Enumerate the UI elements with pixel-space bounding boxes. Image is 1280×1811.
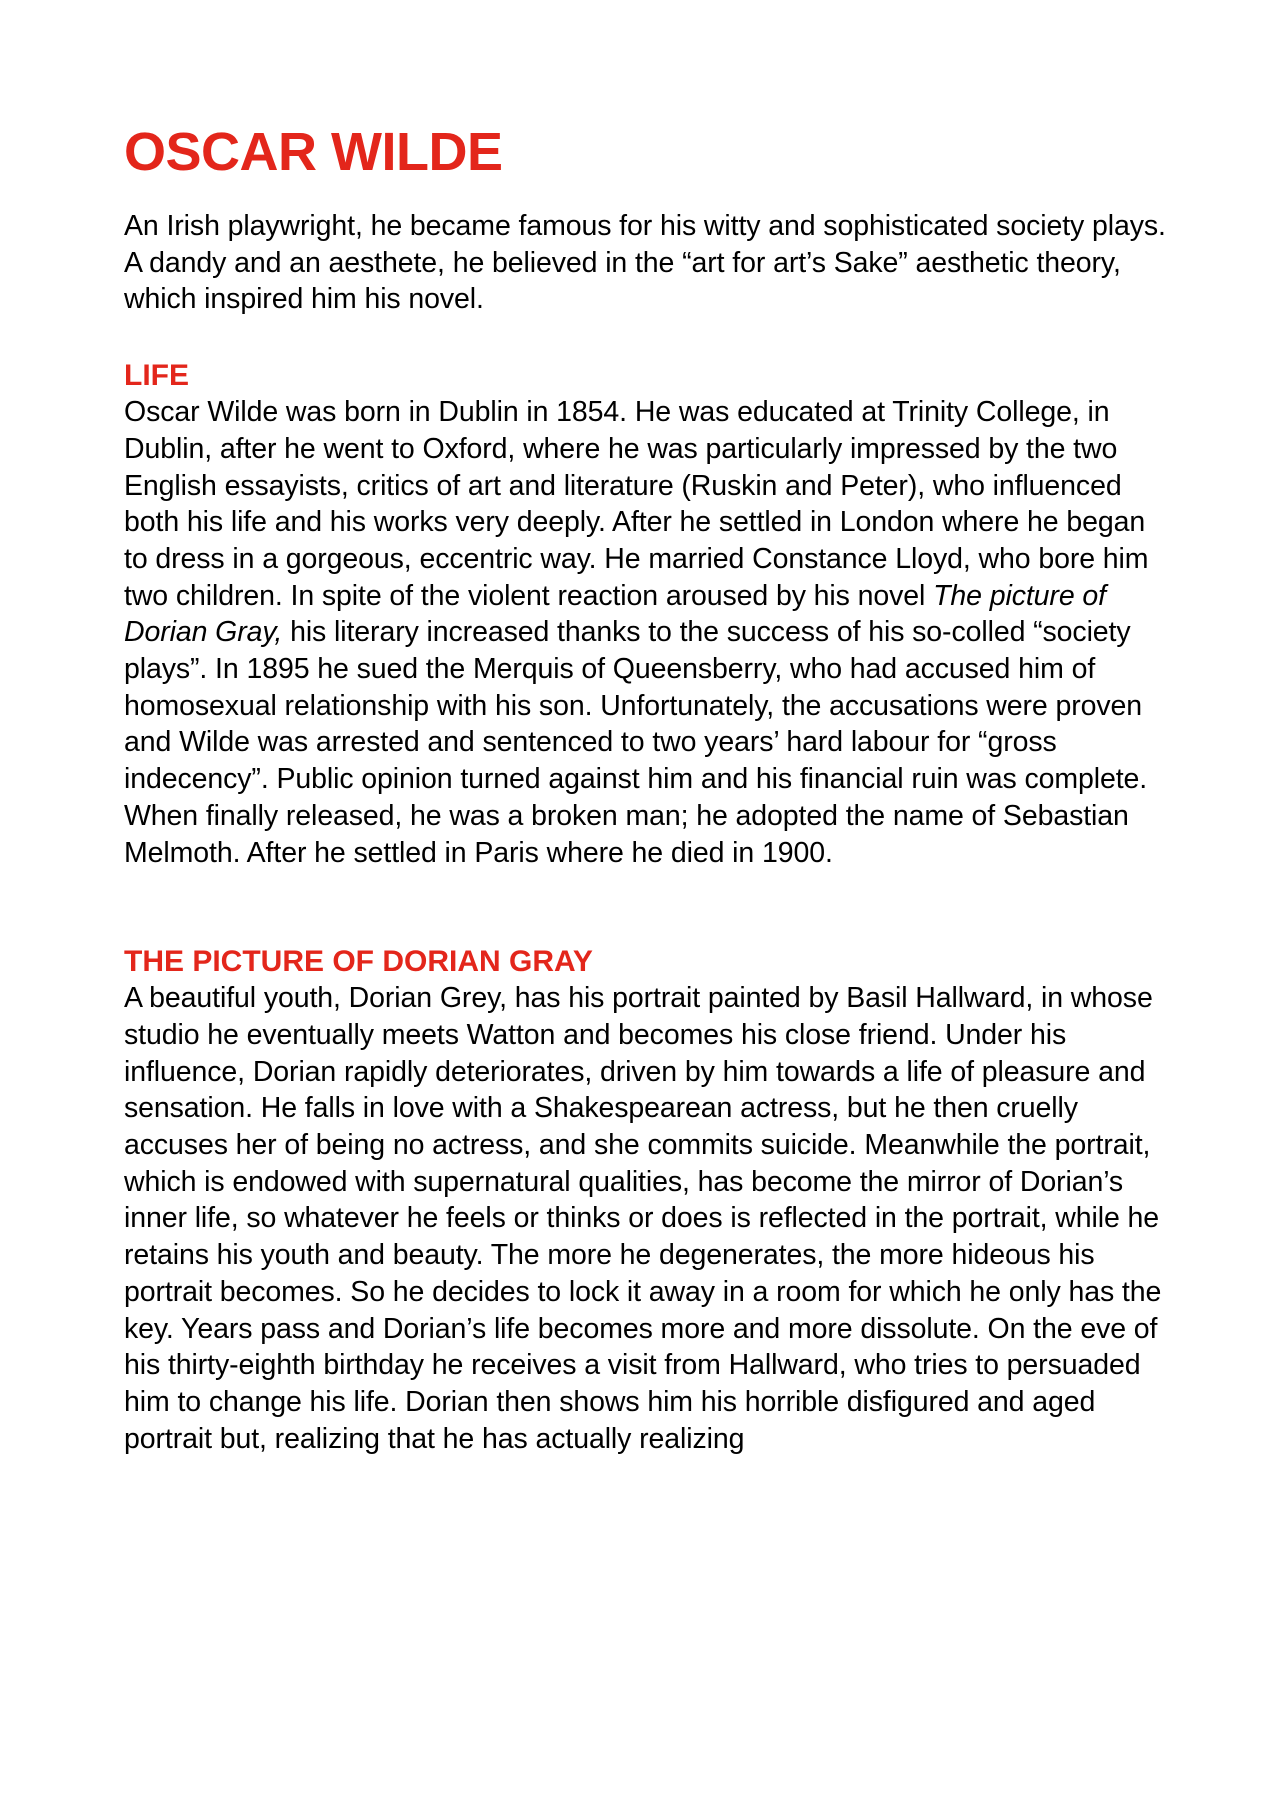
page-title: OSCAR WILDE: [124, 122, 503, 182]
document-page: [124, 118, 1174, 1457]
intro-paragraph: An Irish playwright, he became famous for his witty and sophisticated society plays. A dandy and an aesthete, he believed in the “art for art’s Sake” aesthetic theory, which inspired him his novel.: [124, 210, 1166, 316]
life-text-end: his literary increased thanks to the success of his so-colled “society plays”. In 1895 he sued the Merquis of Queensberry, who had accused him of homosexual relationship with his son. Unfortunately, the accusations were proven and Wilde was arrested and sentenced to two years’ hard labour for “gross indecency”. Public opinion turned against him and his financial ruin was complete. When finally released, he was a broken man; he adopted the name of Sebastian Melmoth. After he settled in Paris where he died in 1900.: [124, 616, 1148, 869]
life-paragraph: [124, 394, 1174, 871]
novel-title-italic: The picture of Dorian Gray,: [124, 579, 1106, 649]
dorian-gray-paragraph: A beautiful youth, Dorian Grey, has his portrait painted by Basil Hallward, in whose studio he eventually meets Watton and becomes his close friend. Under his influence, Dorian rapidly deteriorates, driven by him towards a life of pleasure and sensation. He falls in love with a Shakespearean actress, but he then cruelly accuses her of being no actress, and she commits suicide. Meanwhile the portrait, which is endowed with supernatural qualities, has become the mirror of Dorian’s inner life, so whatever he feels or thinks or does is reflected in the portrait, while he retains his youth and beauty. The more he degenerates, the more hideous his portrait becomes. So he decides to lock it away in a room for which he only has the key. Years pass and Dorian’s life becomes more and more dissolute. On the eve of his thirty-eighth birthday he receives a visit from Hallward, who tries to persuaded him to change his life. Dorian then shows him his horrible disfigured and aged portrait but, realizing that he has actually realizing: [124, 982, 1162, 1455]
life-heading: LIFE: [124, 359, 189, 393]
life-text-start: Oscar Wilde was born in Dublin in 1854. He was educated at Trinity College, in Dublin, after he went to Oxford, where he was particularly impressed by the two English essayists, critics of art and literature (Ruskin and Peter), who influenced both his life and his works very deeply. After he settled in London where he began to dress in a gorgeous, eccentric way. He married Constance Lloyd, who bore him two children. In spite of the violent reaction aroused by his novel: [124, 396, 1149, 612]
dorian-gray-heading: THE PICTURE OF DORIAN GRAY: [124, 945, 593, 979]
